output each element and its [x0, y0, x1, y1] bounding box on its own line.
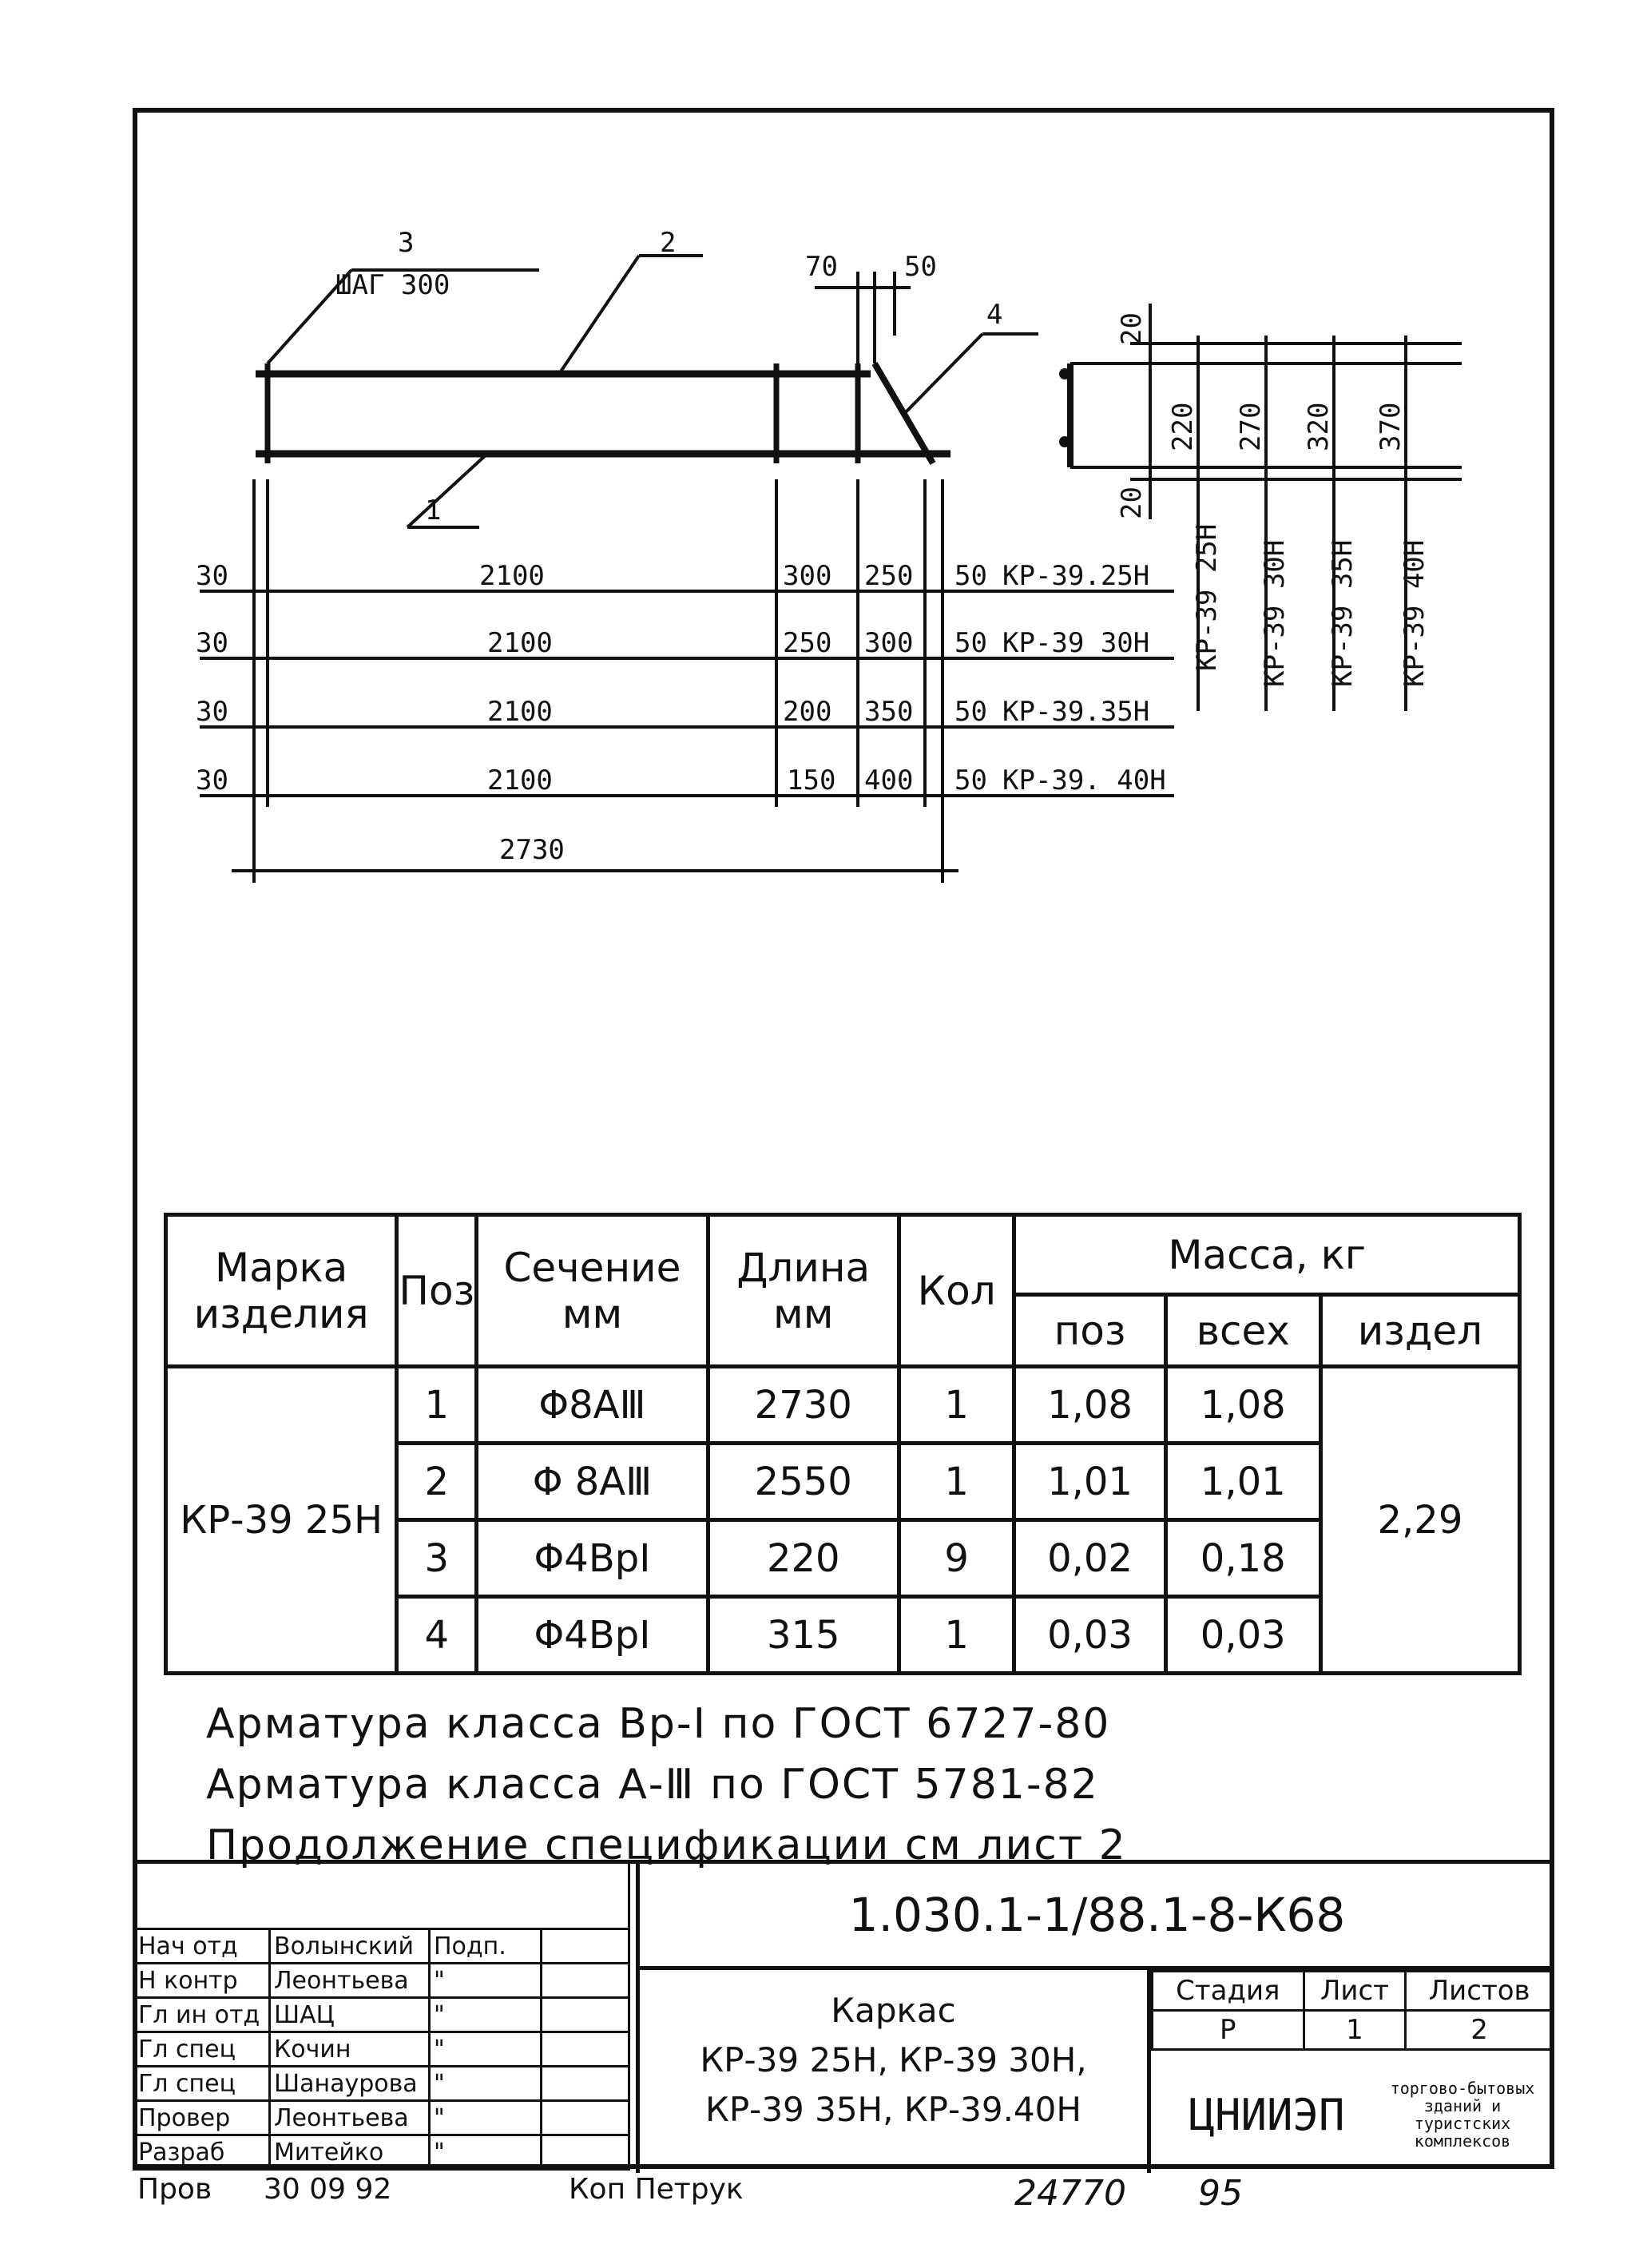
checked-label: Пров	[137, 2173, 212, 2206]
row2-a: 250	[783, 627, 832, 659]
row-length: 315	[708, 1597, 899, 1674]
person: Волынский	[270, 1929, 430, 1964]
specification-table	[164, 1213, 1522, 1675]
row-pos: 1	[397, 1367, 477, 1444]
document-code: 1.030.1-1/88.1-8-К68	[636, 1864, 1554, 1970]
row-section: Φ 8AⅢ	[477, 1444, 708, 1520]
row-length: 220	[708, 1520, 899, 1597]
signature: Подп.	[430, 1929, 542, 1964]
row3-left: 30	[196, 696, 228, 728]
person: Леонтьева	[270, 2101, 430, 2135]
row-mass-all: 1,08	[1165, 1367, 1320, 1444]
callout-4: 4	[986, 299, 1003, 331]
header-length: Длина мм	[708, 1215, 899, 1367]
row-pos: 2	[397, 1444, 477, 1520]
stage-block	[1147, 1970, 1554, 2173]
note-line: Арматура класса А-Ⅲ по ГОСТ 5781-82	[206, 1761, 1099, 1809]
row-section: Φ8AⅢ	[477, 1367, 708, 1444]
role: Нач отд	[134, 1929, 270, 1964]
title-line: КР-39 35Н, КР-39.40Н	[705, 2090, 1081, 2129]
table-row	[166, 1367, 1520, 1444]
stage-value: Р	[1153, 2011, 1304, 2050]
row2-main: 2100	[487, 627, 553, 659]
row-mass-all: 1,01	[1165, 1444, 1320, 1520]
signature: "	[430, 2032, 542, 2067]
signature-row	[134, 1929, 629, 1964]
header-qty: Кол	[899, 1215, 1014, 1367]
organization-description: торгово-бытовых зданий и туристских комплексов	[1390, 2079, 1535, 2151]
note-line: Продолжение спецификации см лист 2	[206, 1821, 1127, 1869]
header-mass-item: издел	[1320, 1295, 1519, 1367]
person: Кочин	[270, 2032, 430, 2067]
row1-a: 300	[783, 560, 832, 592]
organization	[1151, 2051, 1554, 2179]
step-label: ШАГ 300	[335, 269, 450, 301]
row4-c: 50	[954, 765, 987, 796]
section-mark-40: КР-39 40Н	[1399, 539, 1431, 687]
header-section: Сечение мм	[477, 1215, 708, 1367]
row4-left: 30	[196, 765, 228, 796]
row4-main: 2100	[487, 765, 553, 796]
row4-mark: КР-39. 40Н	[1002, 765, 1166, 796]
row3-c: 50	[954, 696, 987, 728]
signature-row	[134, 1998, 629, 2032]
section-mark-35: КР-39 35Н	[1327, 539, 1359, 687]
signature-row	[134, 2067, 629, 2101]
drawing-title	[636, 1970, 1147, 2173]
role: Н контр	[134, 1964, 270, 1998]
header-mass: Масса, кг	[1014, 1215, 1520, 1295]
callout-3: 3	[398, 227, 415, 259]
row-length: 2730	[708, 1367, 899, 1444]
role: Провер	[134, 2101, 270, 2135]
row-qty: 1	[899, 1597, 1014, 1674]
row3-b: 350	[864, 696, 914, 728]
row1-b: 250	[864, 560, 914, 592]
title-block	[133, 1860, 1554, 2169]
checked-date: 30 09 92	[264, 2173, 392, 2206]
row1-mark: КР-39.25Н	[1002, 560, 1150, 592]
section-height-270: 270	[1235, 402, 1267, 451]
header-mass-all: всех	[1165, 1295, 1320, 1367]
sheet-label: Лист	[1304, 1972, 1406, 2011]
row-qty: 9	[899, 1520, 1014, 1597]
notes	[206, 1694, 1127, 1876]
header-pos: Поз	[397, 1215, 477, 1367]
signature-row	[134, 2101, 629, 2135]
callout-2: 2	[660, 227, 677, 259]
row-mass-all: 0,03	[1165, 1597, 1320, 1674]
row-pos: 4	[397, 1597, 477, 1674]
signature: "	[430, 2067, 542, 2101]
stage-label: Стадия	[1153, 1972, 1304, 2011]
callout-1: 1	[425, 495, 442, 526]
signature-row	[134, 2135, 629, 2170]
row2-b: 300	[864, 627, 914, 659]
archive-number: 24770	[1014, 2173, 1126, 2214]
title-line: КР-39 25Н, КР-39 30Н,	[700, 2040, 1087, 2079]
section-mark-30: КР-39 30Н	[1259, 539, 1291, 687]
row2-c: 50	[954, 627, 987, 659]
row3-mark: КР-39.35Н	[1002, 696, 1150, 728]
row3-main: 2100	[487, 696, 553, 728]
row-section: Φ4BpⅠ	[477, 1597, 708, 1674]
signature-row	[134, 2032, 629, 2067]
signature-row	[134, 1964, 629, 1998]
header-mass-pos: поз	[1014, 1295, 1165, 1367]
person: Леонтьева	[270, 1964, 430, 1998]
signature: "	[430, 1998, 542, 2032]
person: Шанаурова	[270, 2067, 430, 2101]
total-length: 2730	[499, 834, 565, 866]
page-number: 95	[1198, 2173, 1243, 2214]
row-pos: 3	[397, 1520, 477, 1597]
signature: "	[430, 2135, 542, 2170]
sheet-value: 1	[1304, 2011, 1406, 2050]
row-qty: 1	[899, 1444, 1014, 1520]
row-mass-all: 0,18	[1165, 1520, 1320, 1597]
row1-c: 50	[954, 560, 987, 592]
row1-main: 2100	[479, 560, 545, 592]
dim-50: 50	[904, 251, 937, 283]
signature: "	[430, 2101, 542, 2135]
title-line: Каркас	[831, 1991, 956, 2030]
row2-left: 30	[196, 627, 228, 659]
row2-mark: КР-39 30Н	[1002, 627, 1150, 659]
row-mass-pos: 1,01	[1014, 1444, 1165, 1520]
row-qty: 1	[899, 1367, 1014, 1444]
item-mass: 2,29	[1320, 1367, 1519, 1674]
section-mark-25: КР-39 25Н	[1191, 523, 1223, 671]
section-height-320: 320	[1303, 402, 1335, 451]
signatures-table	[133, 1864, 630, 2171]
signature: "	[430, 1964, 542, 1998]
header-mark: Марка изделия	[166, 1215, 397, 1367]
row1-left: 30	[196, 560, 228, 592]
row-section: Φ4BpⅠ	[477, 1520, 708, 1597]
item-mark: КР-39 25Н	[166, 1367, 397, 1674]
row-mass-pos: 0,02	[1014, 1520, 1165, 1597]
row4-b: 400	[864, 765, 914, 796]
row-mass-pos: 0,03	[1014, 1597, 1165, 1674]
person: ШАЦ	[270, 1998, 430, 2032]
organization-name: ЦНИИЭП	[1189, 2089, 1345, 2140]
dim-70: 70	[805, 251, 838, 283]
row-length: 2550	[708, 1444, 899, 1520]
sheets-value: 2	[1406, 2011, 1554, 2050]
row4-a: 150	[787, 765, 836, 796]
row3-a: 200	[783, 696, 832, 728]
role: Разраб	[134, 2135, 270, 2170]
section-height-370: 370	[1375, 402, 1407, 451]
role: Гл спец	[134, 2067, 270, 2101]
section-edge-top: 20	[1116, 312, 1148, 345]
section-height-220: 220	[1167, 402, 1199, 451]
person: Митейко	[270, 2135, 430, 2170]
row-mass-pos: 1,08	[1014, 1367, 1165, 1444]
copied-by: Коп Петрук	[569, 2173, 744, 2206]
role: Гл ин отд	[134, 1998, 270, 2032]
sheets-label: Листов	[1406, 1972, 1554, 2011]
section-edge-bottom: 20	[1116, 487, 1148, 519]
role: Гл спец	[134, 2032, 270, 2067]
note-line: Арматура класса Вр-Ⅰ по ГОСТ 6727-80	[206, 1700, 1111, 1748]
